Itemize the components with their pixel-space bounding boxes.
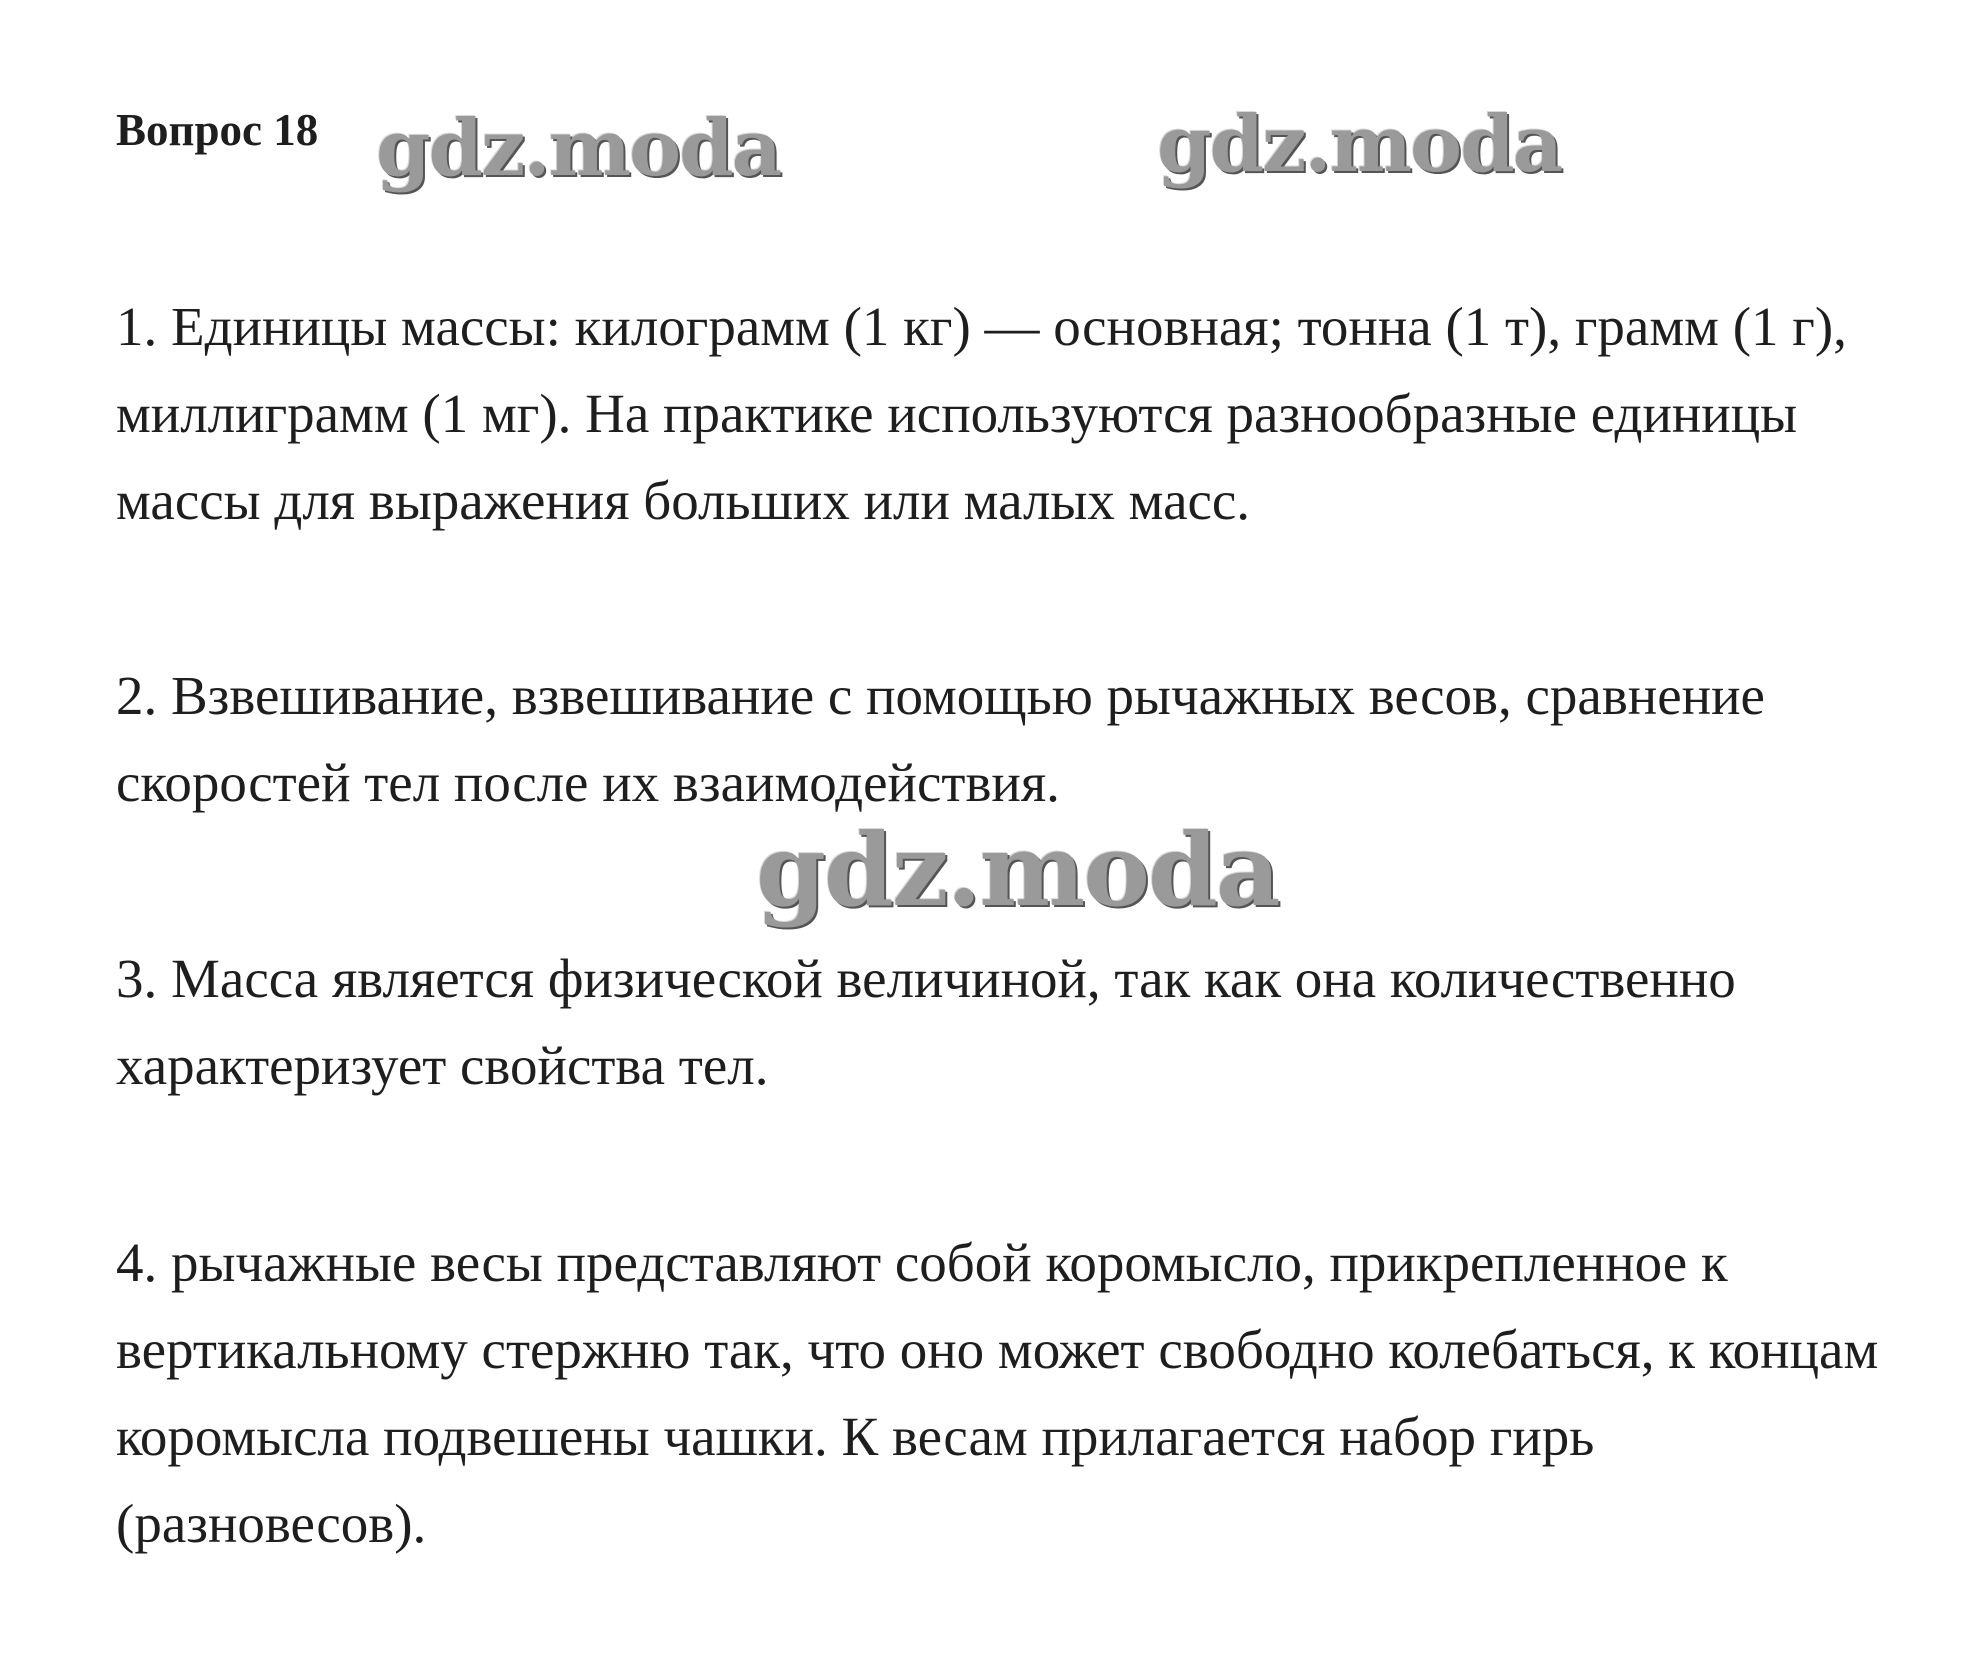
watermark-logo: gdz.moda bbox=[376, 103, 781, 194]
watermark-logo: gdz.moda bbox=[1157, 99, 1562, 190]
answer-2: 2. Взвешивание, взвешивание с помощью рычажных весов, сравнение скоростей тел после их взаимодействия. bbox=[116, 665, 1765, 813]
answer-3: 3. Масса является физической величиной, так как она количественно характеризует свойства тел. bbox=[116, 948, 1736, 1096]
watermark-logo: gdz.moda bbox=[756, 811, 1279, 929]
answer-4: 4. рычажные весы представляют собой коромысло, прикрепленное к вертикальному стержню так, что оно может свободно колебаться, к концам коромысла подвешены чашки. К весам прилагается набор гирь (разновесов). bbox=[116, 1232, 1879, 1554]
answer-1: 1. Единицы массы: килограмм (1 кг) — основная; тонна (1 т), грамм (1 г), миллиграмм (1 мг). На практике используются разнообразные единицы массы для выражения больших или малых масс. bbox=[116, 296, 1847, 531]
question-title: Вопрос 18 bbox=[116, 105, 319, 155]
